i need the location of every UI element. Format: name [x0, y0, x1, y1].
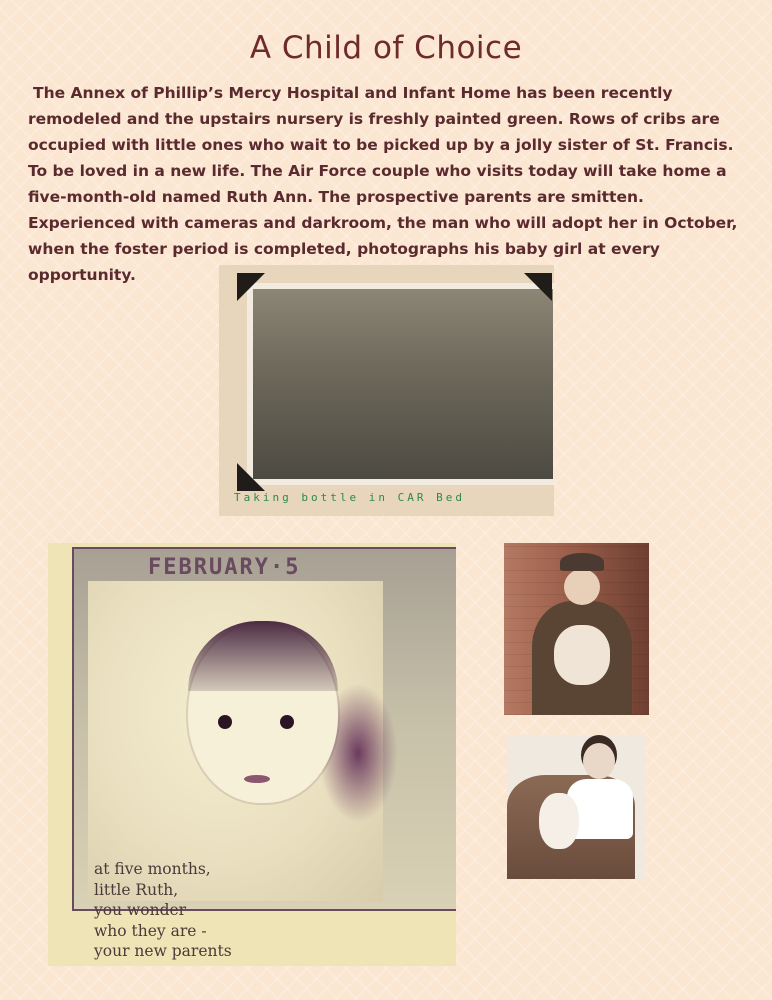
- date-stamp: FEBRUARY·5: [148, 555, 301, 580]
- story-paragraph: The Annex of Phillip’s Mercy Hospital and Infant Home has been recently remodeled and the upstairs nursery is freshly painted green. Rows of cribs are occupied with little ones who wait to be picked up by a jolly sister of St. Francis. To be loved in a new life. The Air Force couple who visits today will take home a five-month-old named Ruth Ann. The prospective parents are smitten. Experienced with cameras and darkroom, the man who will adopt her in October, when the foster period is completed, photographs his baby girl at every opportunity.: [28, 84, 738, 284]
- poem-line: your new parents: [94, 942, 232, 960]
- poem-line: you wonder: [94, 901, 187, 919]
- held-baby: [554, 625, 610, 685]
- poem-line: little Ruth,: [94, 880, 179, 899]
- man-head: [564, 569, 600, 605]
- photo-car-bed: [219, 265, 554, 516]
- poem-text: [94, 859, 232, 962]
- man-figure: [532, 553, 632, 715]
- photo-corner-bottom-left: [237, 463, 265, 491]
- photo-woman-with-baby: [507, 735, 645, 879]
- woman-head: [583, 743, 615, 779]
- page-title: A Child of Choice: [249, 30, 523, 66]
- baby-eye-left: [218, 715, 232, 729]
- car-bed-image: [247, 283, 554, 485]
- uniform-cap: [560, 553, 604, 571]
- poem-line: who they are -: [94, 921, 207, 940]
- baby-eye-right: [280, 715, 294, 729]
- poem-line: at five months,: [94, 860, 211, 878]
- photo-baby-portrait: [48, 543, 456, 966]
- held-baby: [539, 793, 579, 849]
- photo-corner-top-right: [524, 273, 552, 301]
- baby-mouth: [244, 775, 270, 783]
- photo-corner-top-left: [237, 273, 265, 301]
- photo-man-in-uniform: [504, 543, 649, 715]
- photo-caption: Taking bottle in CAR Bed: [234, 491, 465, 504]
